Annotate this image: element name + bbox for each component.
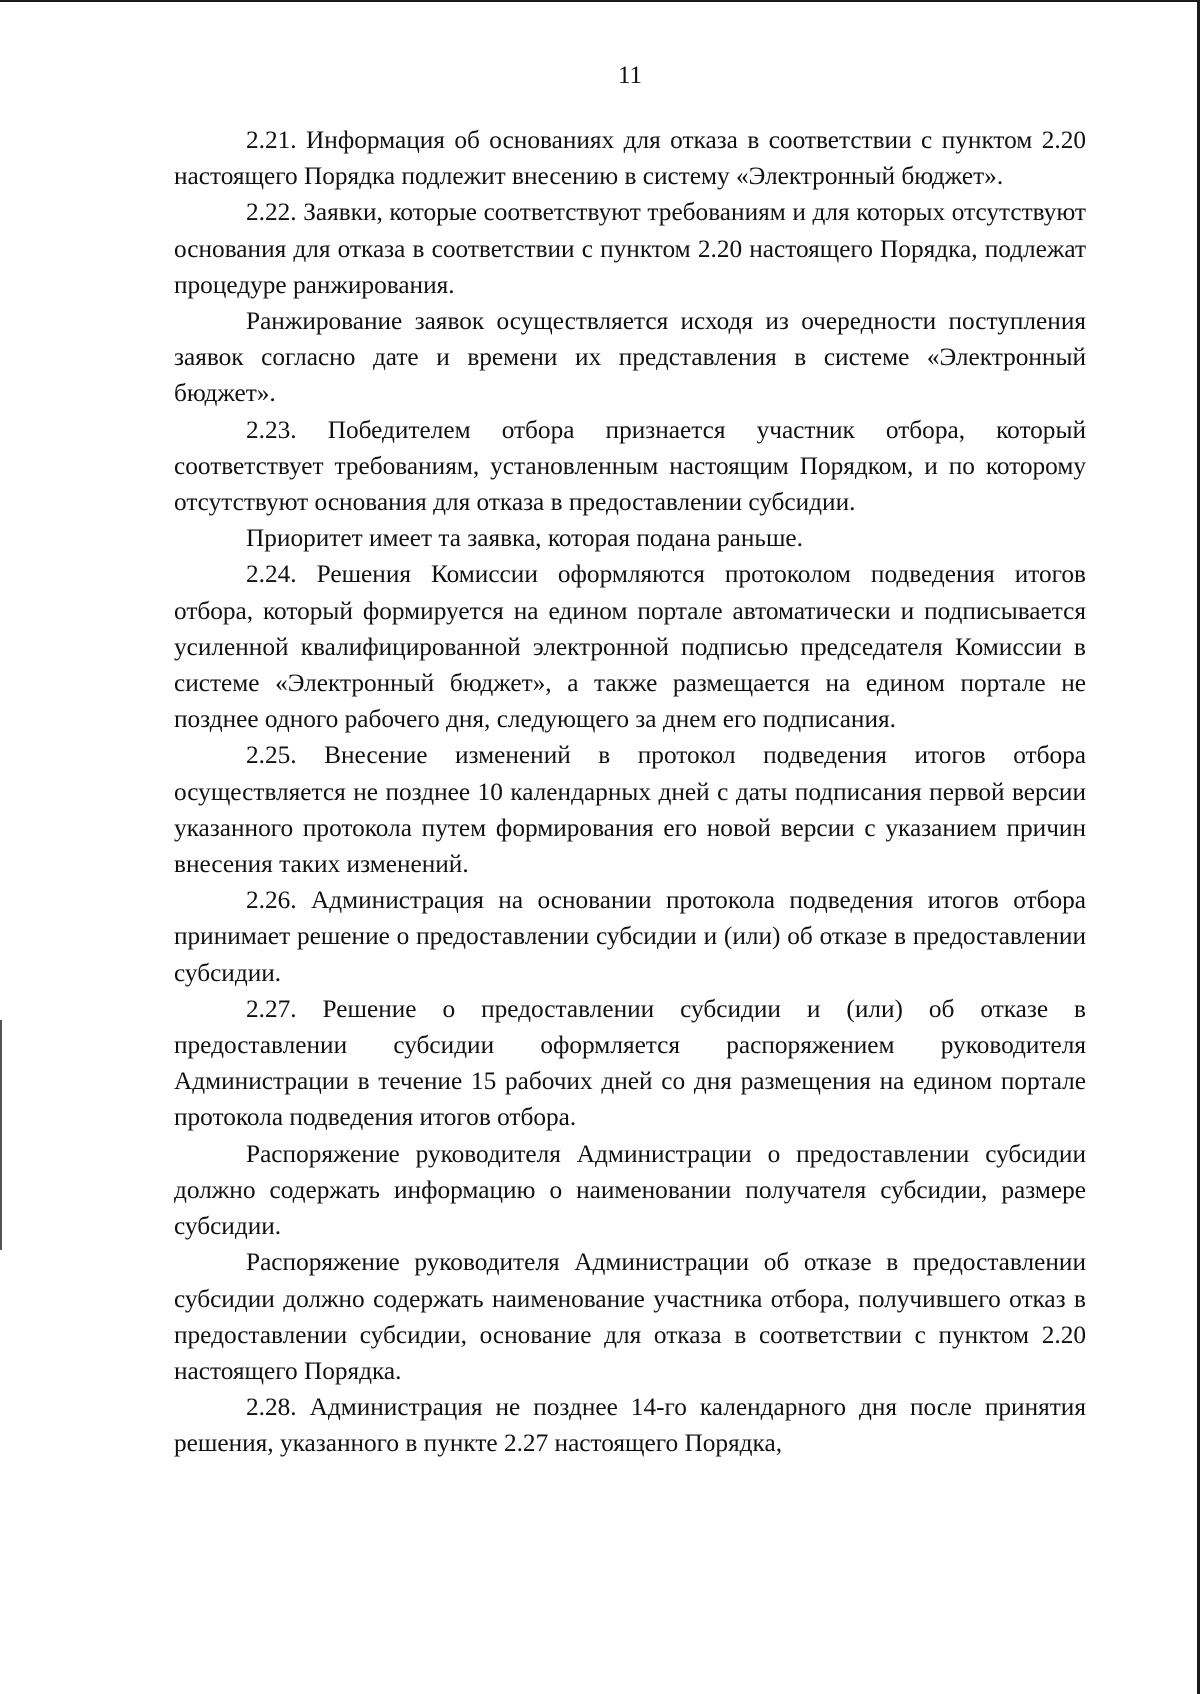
scan-edge-left-mark [0,1020,2,1250]
paragraph-2-27: 2.27. Решение о предоставлении субсидии и (или) об отказе в предоставлении субсидии оформляется распоряжением руководителя Администрации в течение 15 рабочих дней со дня размещения на едином портале протокола подведения итогов отбора. [174,994,1086,1132]
document-body [174,122,1086,1462]
paragraph-2-28: 2.28. Администрация не позднее 14-го календарного дня после принятия решения, указанного в пункте 2.27 настоящего Порядка, [174,1393,1086,1458]
paragraph-2-25: 2.25. Внесение изменений в протокол подведения итогов отбора осуществляется не позднее 10 календарных дней с даты подписания первой версии указанного протокола путем формирования его новой версии с указанием причин внесения таких изменений. [174,741,1086,879]
paragraph-priority: Приоритет имеет та заявка, которая подана раньше. [246,524,803,553]
paragraph-2-23: 2.23. Победителем отбора признается участник отбора, который соответствует требованиям, установленным настоящим Порядком, и по которому отсутствуют основания для отказа в предоставлении субсидии. [174,415,1086,517]
page-number: 11 [617,62,643,89]
paragraph-2-26: 2.26. Администрация на основании протокола подведения итогов отбора принимает решение о предоставлении субсидии и (или) об отказе в предоставлении субсидии. [174,886,1086,987]
paragraph-2-21: 2.21. Информация об основаниях для отказа в соответствии с пунктом 2.20 настоящего Порядка подлежит внесению в систему «Электронный бюджет». [174,126,1086,191]
paragraph-2-24: 2.24. Решения Комиссии оформляются протоколом подведения итогов отбора, который формируется на едином портале автоматически и подписывается усиленной квалифицированной электронной подписью председателя Комиссии в системе «Электронный бюджет», а также размещается на едином портале не позднее одного рабочего дня, следующего за днем его подписания. [174,560,1086,734]
paragraph-ranking: Ранжирование заявок осуществляется исходя из очередности поступления заявок согласно дате и времени их представления в системе «Электронный бюджет». [174,307,1086,408]
paragraph-order-refusal: Распоряжение руководителя Администрации об отказе в предоставлении субсидии должно содержать наименование участника отбора, получившего отказ в предоставлении субсидии, основание для отказа в соответствии с пунктом 2.20 настоящего Порядка. [174,1248,1086,1385]
paragraph-order-grant: Распоряжение руководителя Администрации о предоставлении субсидии должно содержать информацию о наименовании получателя субсидии, размере субсидии. [174,1139,1086,1241]
paragraph-2-22: 2.22. Заявки, которые соответствуют требованиям и для которых отсутствуют основания для отказа в соответствии с пунктом 2.20 настоящего Порядка, подлежат процедуре ранжирования. [174,198,1086,299]
scan-edge-top [0,0,1200,2]
